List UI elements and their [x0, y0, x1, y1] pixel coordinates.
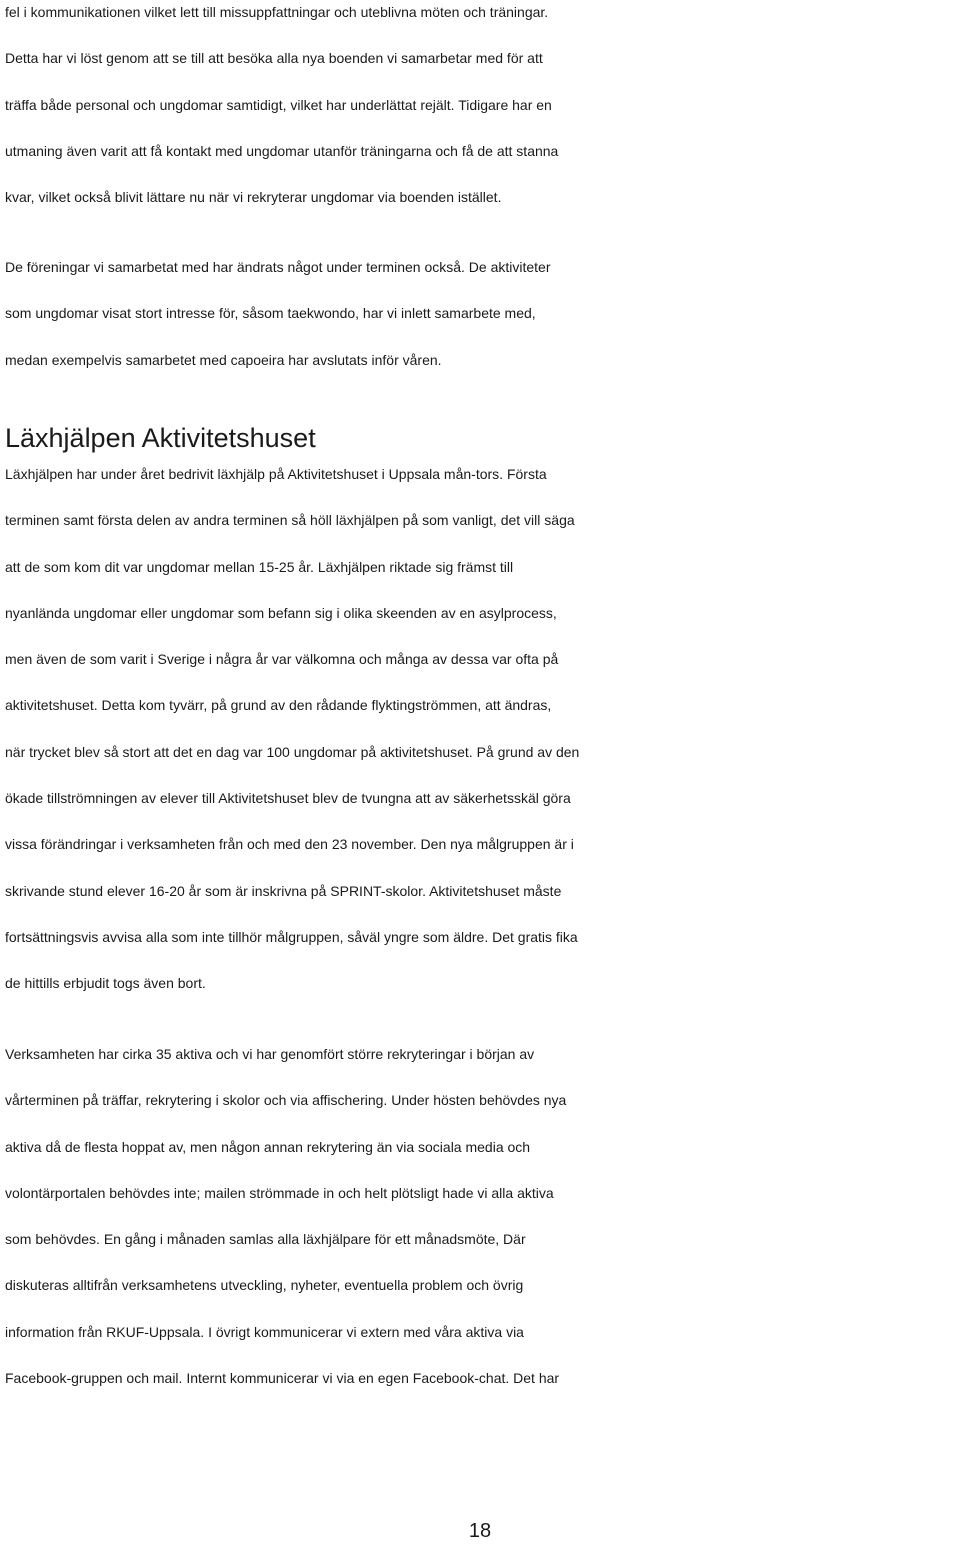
text-line: nyanlända ungdomar eller ungdomar som befann sig i olika skeenden av en asylprocess,	[5, 604, 557, 621]
text-line: aktivitetshuset. Detta kom tyvärr, på grund av den rådande flyktingströmmen, att ändras,	[5, 697, 552, 714]
text-line: som ungdomar visat stort intresse för, såsom taekwondo, har vi inlett samarbete med,	[5, 305, 536, 322]
paragraph-associations	[5, 244, 957, 383]
text-line: utmaning även varit att få kontakt med ungdomar utanför träningarna och få de att stanna	[5, 142, 559, 159]
page-number: 18	[468, 1520, 492, 1542]
paragraph-communication	[5, 0, 957, 220]
text-line: vårterminen på träffar, rekrytering i skolor och via affischering. Under hösten behövdes nya	[5, 1092, 567, 1109]
text-line: fortsättningsvis avvisa alla som inte tillhör målgruppen, såväl yngre som äldre. Det gratis fika	[5, 928, 578, 945]
text-line: volontärportalen behövdes inte; mailen strömmade in och helt plötsligt hade vi alla aktiva	[5, 1184, 554, 1201]
text-line: de hittills erbjudit togs även bort.	[5, 975, 206, 992]
text-line: Läxhjälpen har under året bedrivit läxhjälp på Aktivitetshuset i Uppsala mån-tors. Första	[5, 466, 547, 482]
text-line: information från RKUF-Uppsala. I övrigt kommunicerar vi extern med våra aktiva via	[5, 1323, 524, 1340]
text-line: medan exempelvis samarbetet med capoeira har avslutats inför våren.	[5, 351, 442, 368]
text-line: fel i kommunikationen vilket lett till missuppfattningar och uteblivna möten och träningar.	[5, 4, 549, 20]
text-line: men även de som varit i Sverige i några år var välkomna och många av dessa var ofta på	[5, 651, 559, 668]
text-line: Verksamheten har cirka 35 aktiva och vi har genomfört större rekryteringar i början av	[5, 1046, 535, 1062]
text-line: aktiva då de flesta hoppat av, men någon annan rekrytering än via sociala media och	[5, 1138, 531, 1155]
text-line: som behövdes. En gång i månaden samlas alla läxhjälpare för ett månadsmöte, Där	[5, 1231, 526, 1248]
text-line: vissa förändringar i verksamheten från och med den 23 november. Den nya målgruppen är i	[5, 836, 574, 853]
section-heading: Läxhjälpen Aktivitetshuset	[5, 423, 316, 453]
text-line: terminen samt första delen av andra terminen så höll läxhjälpen på som vanligt, det vill säga	[5, 512, 575, 529]
text-line: Facebook-gruppen och mail. Internt kommunicerar vi via en egen Facebook-chat. Det har	[5, 1370, 560, 1387]
paragraph-homework-help	[5, 451, 957, 1007]
text-line: diskuteras alltifrån verksamhetens utveckling, nyheter, eventuella problem och övrig	[5, 1277, 524, 1294]
text-line: träffa både personal och ungdomar samtidigt, vilket har underlättat rejält. Tidigare har en	[5, 96, 552, 113]
text-line: ökade tillströmningen av elever till Aktivitetshuset blev de tvungna att av säkerhetsskäl göra	[5, 790, 571, 807]
text-line: Detta har vi löst genom att se till att besöka alla nya boenden vi samarbetar med för att	[5, 50, 543, 67]
text-line: De föreningar vi samarbetat med har ändrats något under terminen också. De aktiviteter	[5, 259, 551, 275]
text-line: när trycket blev så stort att det en dag var 100 ungdomar på aktivitetshuset. På grund av den	[5, 743, 580, 760]
text-line: skrivande stund elever 16-20 år som är inskrivna på SPRINT-skolor. Aktivitetshuset måste	[5, 882, 562, 899]
paragraph-volunteers	[5, 1031, 957, 1401]
text-line: kvar, vilket också blivit lättare nu när vi rekryterar ungdomar via boenden istället.	[5, 189, 502, 206]
text-line: att de som kom dit var ungdomar mellan 15-25 år. Läxhjälpen riktade sig främst till	[5, 558, 514, 575]
